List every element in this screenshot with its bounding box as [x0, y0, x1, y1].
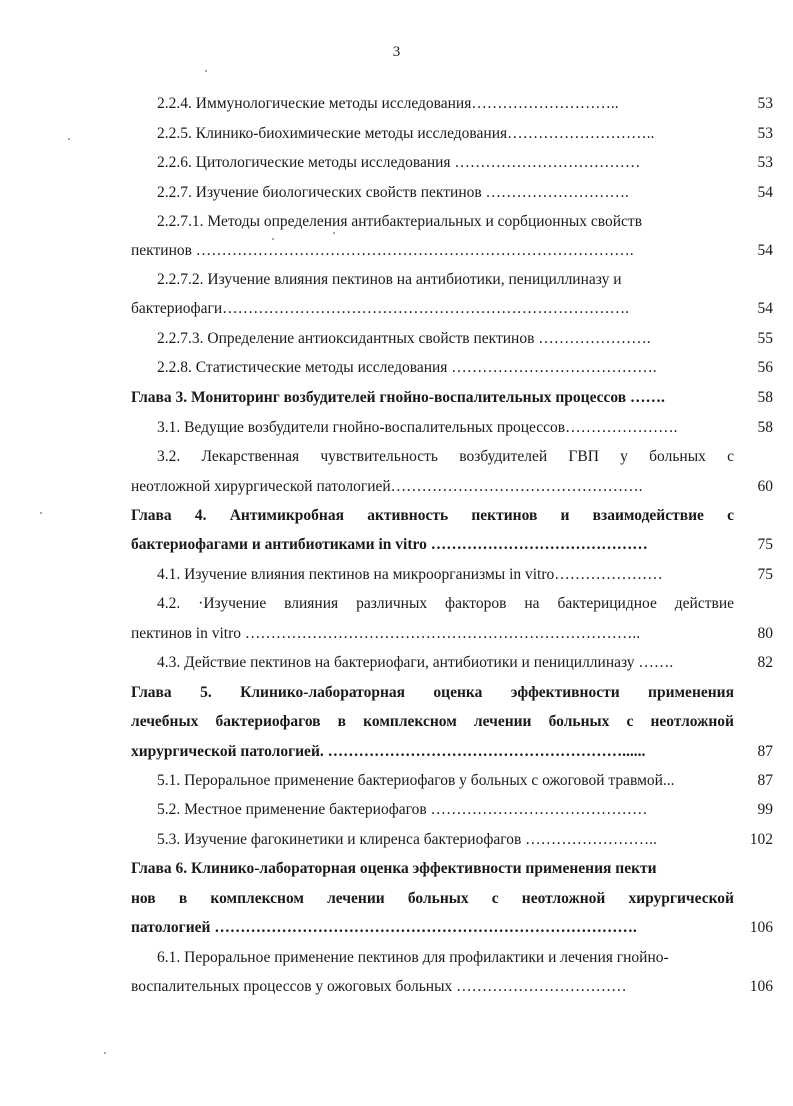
toc-chapter-heading: патологией ………………………………………………………………………. [131, 919, 637, 936]
toc-entry-text: 5.2. Местное применение бактериофагов …………………………………… [157, 801, 648, 818]
toc-entry-text: 2.2.5. Клинико-биохимические методы исследования……………………….. [157, 125, 655, 142]
toc-entry-text: 2.2.6. Цитологические методы исследования ……………………………… [157, 154, 641, 171]
toc-entry-page: 87 [757, 772, 773, 789]
scan-speck [272, 238, 274, 240]
toc-entry-page: 58 [757, 389, 773, 406]
toc-entry-text: 4.1. Изучение влияния пектинов на микроорганизмы in vitro………………… [157, 566, 663, 583]
toc-entry-page: 54 [757, 300, 773, 317]
toc-entry-text: 4.2. ·Изучение влияния различных факторов на бактерицидное действие [157, 595, 734, 612]
toc-chapter-heading: лечебных бактериофагов в комплексном лечении больных с неотложной [131, 713, 734, 730]
toc-entry-page: 75 [757, 566, 773, 583]
toc-entry-page: 56 [757, 359, 773, 376]
scan-speck [333, 232, 335, 234]
toc-entry-page: 54 [757, 184, 773, 201]
toc-entry-page: 102 [749, 831, 773, 848]
toc-entry-page: 53 [757, 125, 773, 142]
toc-entry-text: 6.1. Пероральное применение пектинов для профилактики и лечения гнойно- [157, 949, 669, 966]
scan-speck [40, 512, 42, 514]
toc-entry-page: 106 [749, 978, 773, 995]
toc-entry-page: 55 [757, 330, 773, 347]
toc-entry-page: 106 [749, 919, 773, 936]
toc-chapter-heading: нов в комплексном лечении больных с неотложной хирургической [131, 890, 734, 907]
toc-entry-page: 53 [757, 154, 773, 171]
scan-speck [205, 70, 207, 72]
toc-entry-page: 60 [757, 478, 773, 495]
scan-speck [104, 1052, 106, 1054]
toc-entry-text: 3.2. Лекарственная чувствительность возбудителей ГВП у больных с [157, 448, 734, 465]
toc-entry-page: 53 [757, 95, 773, 112]
toc-entry-text: 5.1. Пероральное применение бактериофагов у больных с ожоговой травмой... [157, 772, 675, 789]
toc-entry-text: пектинов in vitro ………………………………………………………………….. [131, 625, 641, 642]
toc-chapter-heading: хирургической патологией. …………………………………………………...... [131, 743, 646, 760]
toc-chapter-heading: Глава 3. Мониторинг возбудителей гнойно-воспалительных процессов ……. [131, 389, 665, 406]
toc-entry-text: 2.2.7.1. Методы определения антибактериальных и сорбционных свойств [157, 213, 643, 230]
toc-entry-text: 2.2.4. Иммунологические методы исследования……………………….. [157, 95, 619, 112]
toc-entry-page: 80 [757, 625, 773, 642]
toc-entry-text: неотложной хирургической патологией…………………………………………. [131, 478, 643, 495]
toc-entry-page: 82 [757, 654, 773, 671]
toc-entry-text: пектинов …………………………………………………………………………. [131, 242, 634, 259]
toc-chapter-heading: Глава 6. Клинико-лабораторная оценка эффективности применения пекти [131, 860, 657, 877]
toc-entry-text: 2.2.8. Статистические методы исследования …………………………………. [157, 359, 657, 376]
toc-entry-text: бактериофаги……………………………………………………………………. [131, 300, 629, 317]
toc-entry-text: 2.2.7.3. Определение антиоксидантных свойств пектинов …………………. [157, 330, 651, 347]
toc-entry-page: 75 [757, 536, 773, 553]
toc-entry-text: 4.3. Действие пектинов на бактериофаги, антибиотики и пенициллиназу ……. [157, 654, 674, 671]
toc-entry-text: 2.2.7. Изучение биологических свойств пектинов ………………………. [157, 184, 629, 201]
toc-chapter-heading: Глава 5. Клинико-лабораторная оценка эффективности применения [131, 684, 734, 701]
toc-entry-page: 58 [757, 419, 773, 436]
page-number: 3 [392, 44, 401, 60]
scan-speck [68, 138, 70, 140]
toc-chapter-heading: Глава 4. Антимикробная активность пектинов и взаимодействие с [131, 507, 734, 524]
toc-entry-page: 99 [757, 801, 773, 818]
toc-chapter-heading: бактериофагами и антибиотиками in vitro …………………………………… [131, 536, 648, 553]
toc-entry-text: воспалительных процессов у ожоговых больных …………………………… [131, 978, 627, 995]
toc-entry-page: 87 [757, 743, 773, 760]
toc-entry-page: 54 [757, 242, 773, 259]
toc-entry-text: 2.2.7.2. Изучение влияния пектинов на антибиотики, пенициллиназу и [157, 271, 622, 288]
toc-entry-text: 3.1. Ведущие возбудители гнойно-воспалительных процессов…………………. [157, 419, 678, 436]
toc-entry-text: 5.3. Изучение фагокинетики и клиренса бактериофагов …………………….. [157, 831, 657, 848]
